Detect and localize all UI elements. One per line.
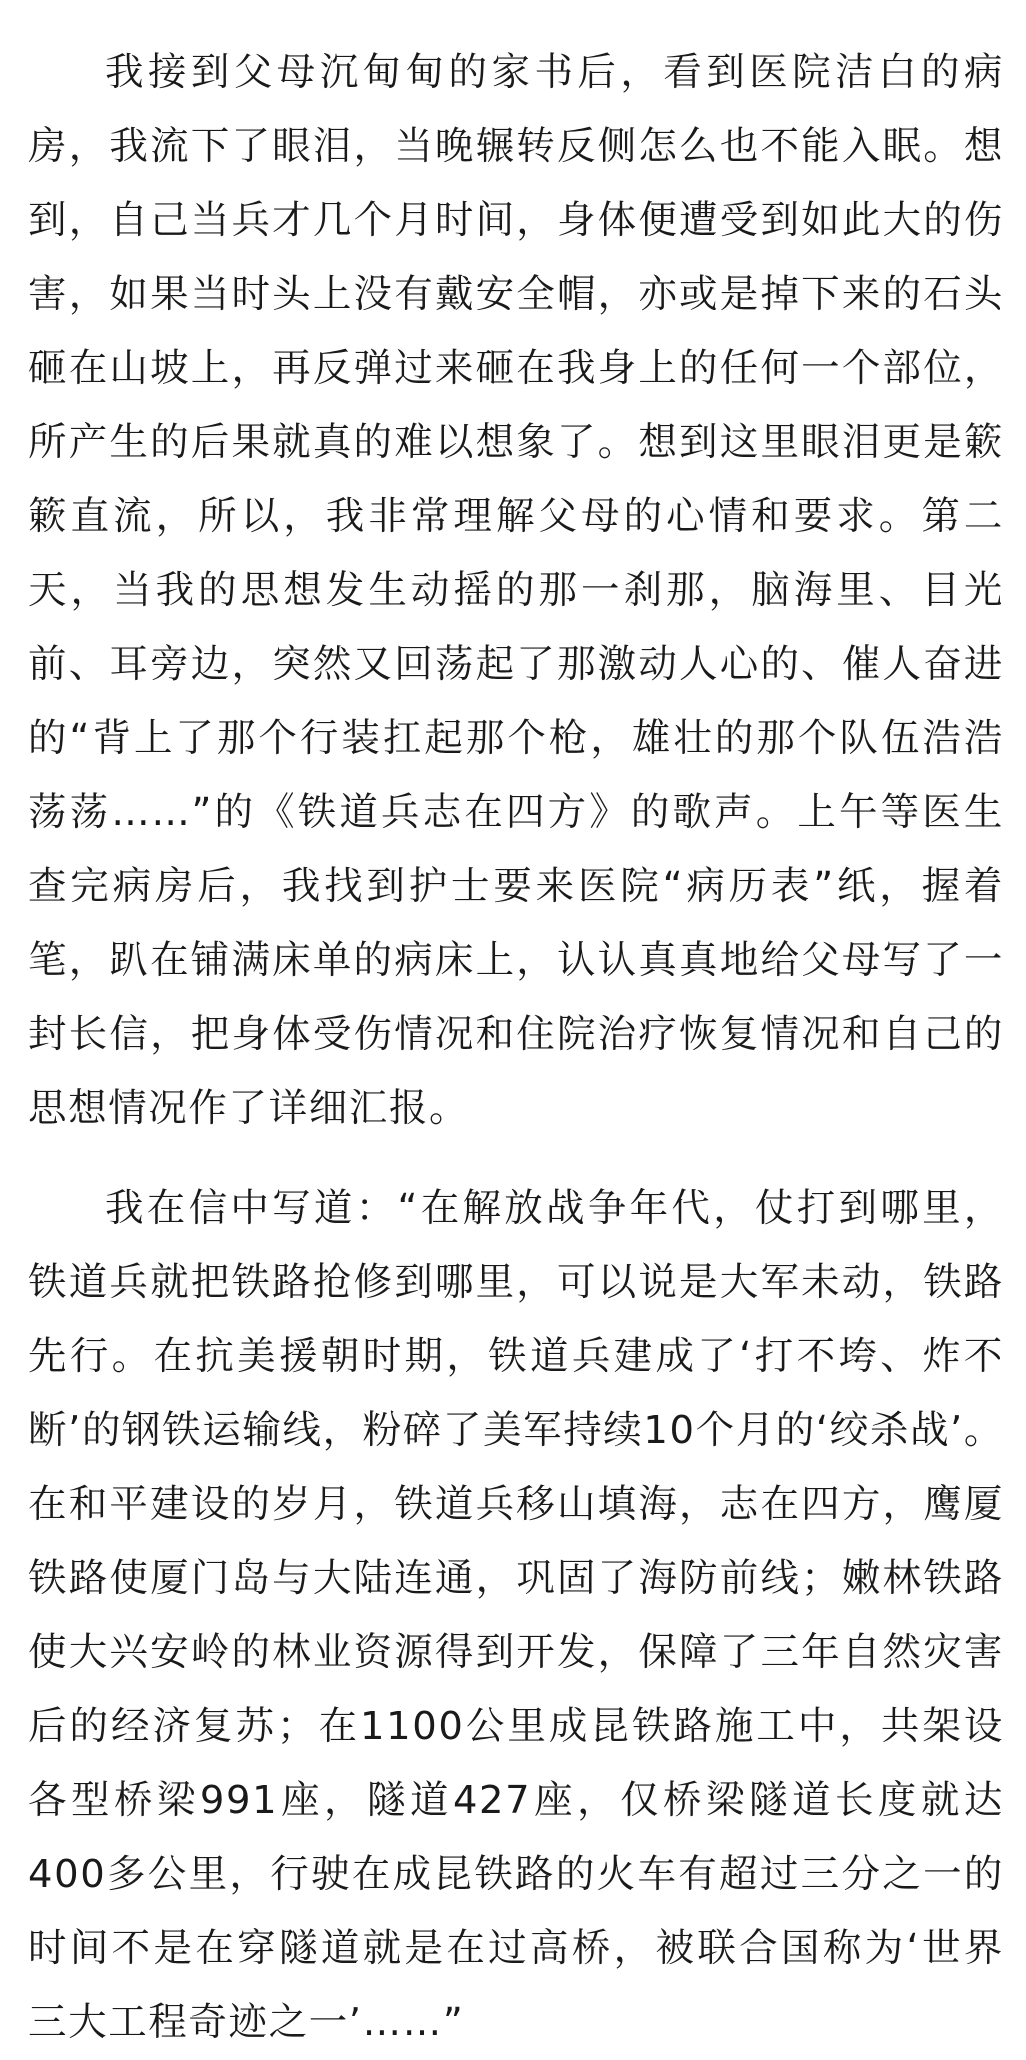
paragraph-1: 我接到父母沉甸甸的家书后，看到医院洁白的病房，我流下了眼泪，当晚辗转反侧怎么也不能入眠。想到，自己当兵才几个月时间，身体便遭受到如此大的伤害，如果当时头上没有戴安全帽，亦或是掉下来的石头砸在山坡上，再反弹过来砸在我身上的任何一个部位，所产生的后果就真的难以想象了。想到这里眼泪更是簌簌直流，所以，我非常理解父母的心情和要求。第二天，当我的思想发生动摇的那一刹那，脑海里、目光前、耳旁边，突然又回荡起了那激动人心的、催人奋进的“背上了那个行装扛起那个枪，雄壮的那个队伍浩浩荡荡……”的《铁道兵志在四方》的歌声。上午等医生查完病房后，我找到护士要来医院“病历表”纸，握着笔，趴在铺满床单的病床上，认认真真地给父母写了一封长信，把身体受伤情况和住院治疗恢复情况和自己的思想情况作了详细汇报。 xyxy=(28,50,1004,1131)
paragraph-2: 我在信中写道：“在解放战争年代，仗打到哪里，铁道兵就把铁路抢修到哪里，可以说是大军未动，铁路先行。在抗美援朝时期，铁道兵建成了‘打不垮、炸不断’的钢铁运输线，粉碎了美军持续10个月的‘绞杀战’。在和平建设的岁月，铁道兵移山填海，志在四方，鹰厦铁路使厦门岛与大陆连通，巩固了海防前线；嫩林铁路使大兴安岭的林业资源得到开发，保障了三年自然灾害后的经济复苏；在1100公里成昆铁路施工中，共架设各型桥梁991座，隧道427座，仅桥梁隧道长度就达400多公里，行驶在成昆铁路的火车有超过三分之一的时间不是在穿隧道就是在过高桥，被联合国称为‘世界三大工程奇迹之一’……” xyxy=(28,1186,1004,2045)
